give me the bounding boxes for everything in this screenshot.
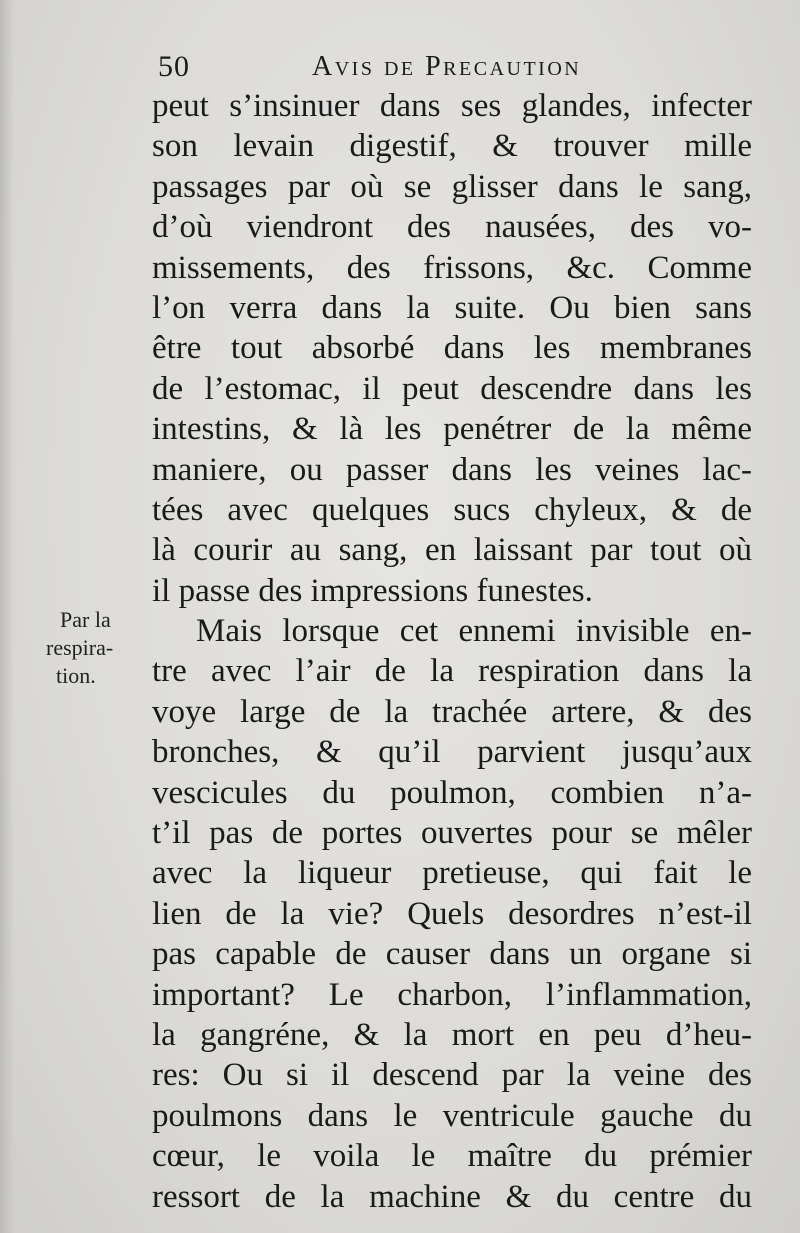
page-header — [152, 47, 652, 87]
text-line: vescicules du poulmon, combien n’a- — [152, 774, 752, 811]
text-line: lien de la vie? Quels desordres n’est-il — [152, 895, 752, 932]
margin-note — [46, 606, 146, 690]
text-line: cœur, le voila le maître du prémier — [152, 1138, 752, 1175]
text-line: la gangréne, & la mort en peu d’heu- — [152, 1016, 752, 1053]
running-title: Avis de Precaution — [312, 51, 582, 82]
page-number: 50 — [158, 50, 190, 83]
margin-note-line: tion. — [56, 663, 96, 688]
text-line: avec la liqueur pretieuse, qui fait le — [152, 855, 752, 892]
text-line: là courir au sang, en laissant par tout où — [152, 532, 752, 569]
text-line: ressort de la machine & du centre du — [152, 1178, 752, 1215]
text-line: pas capable de causer dans un organe si — [152, 936, 752, 973]
margin-note-line: Par la — [60, 607, 111, 632]
text-line: peut s’insinuer dans ses glandes, infecter — [152, 88, 752, 124]
paragraph-start-line: Mais lorsque cet ennemi invisible en- — [196, 613, 752, 650]
text-line: res: Ou si il descend par la veine des — [152, 1057, 752, 1094]
text-line: intestins, & là les penétrer de la même — [152, 411, 752, 448]
paragraph-end-line: il passe des impressions funestes. — [152, 572, 593, 609]
text-line: missements, des frissons, &c. Comme — [152, 249, 752, 286]
body-text — [152, 86, 752, 1217]
text-line: important? Le charbon, l’inflammation, — [152, 976, 752, 1013]
text-line: tées avec quelques sucs chyleux, & de — [152, 491, 752, 528]
text-line: passages par où se glisser dans le sang, — [152, 168, 752, 205]
text-line: d’où viendront des nausées, des vo- — [152, 209, 752, 246]
margin-note-line: respira- — [46, 635, 114, 660]
text-line: tre avec l’air de la respiration dans la — [152, 653, 752, 690]
text-line: l’on verra dans la suite. Ou bien sans — [152, 289, 752, 326]
text-line: être tout absorbé dans les membranes — [152, 330, 752, 367]
text-line: t’il pas de portes ouvertes pour se mêler — [152, 815, 752, 852]
page-gutter-shadow — [0, 0, 14, 1233]
text-line: voye large de la trachée artere, & des — [152, 693, 752, 730]
text-line: de l’estomac, il peut descendre dans les — [152, 370, 752, 407]
text-line: son levain digestif, & trouver mille — [152, 128, 752, 165]
text-line: maniere, ou passer dans les veines lac- — [152, 451, 752, 488]
text-line: bronches, & qu’il parvient jusqu’aux — [152, 734, 752, 771]
text-line: poulmons dans le ventricule gauche du — [152, 1097, 752, 1134]
